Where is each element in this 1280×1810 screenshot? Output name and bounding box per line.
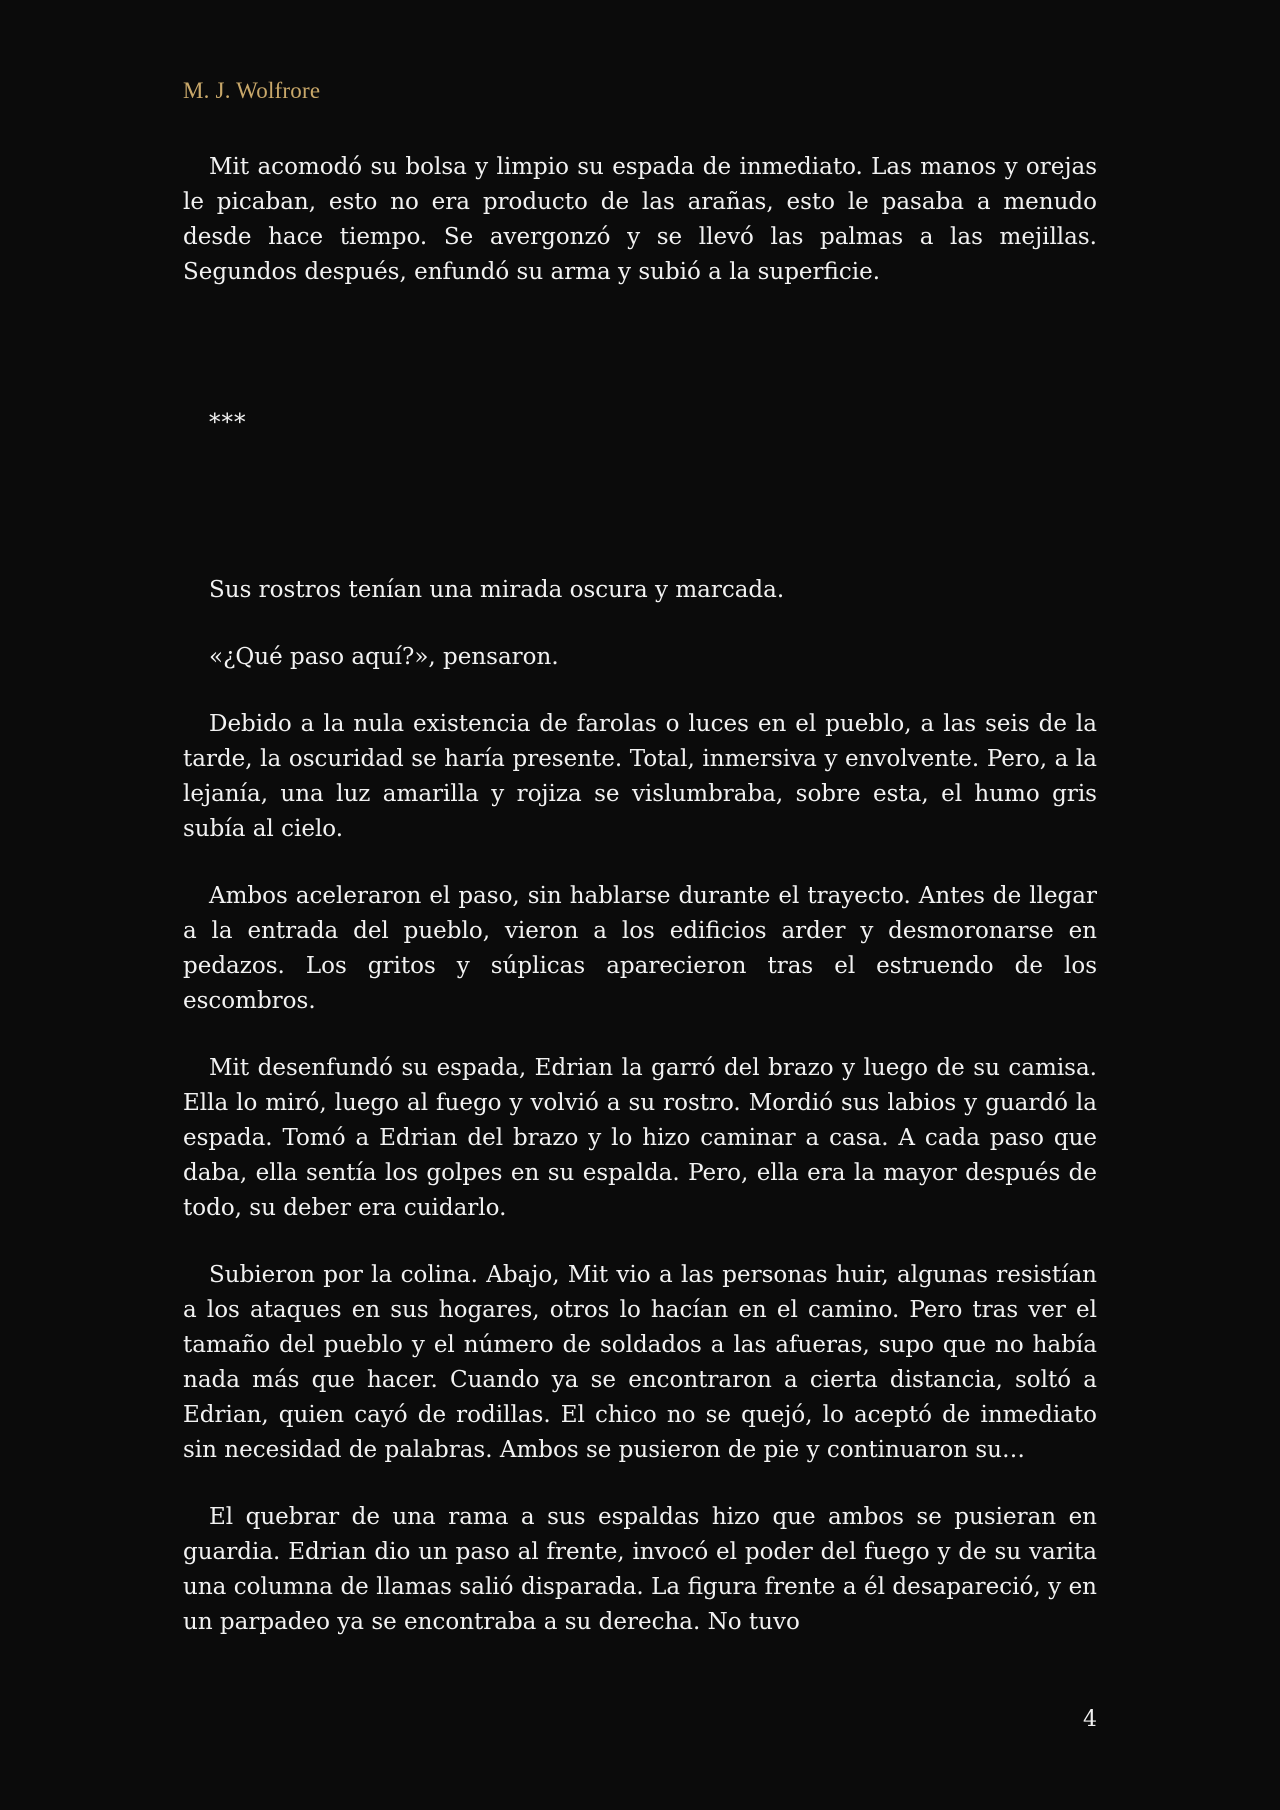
paragraph: Mit acomodó su bolsa y limpio su espada de inmediato. Las manos y orejas le picaban, esto no era producto de las arañas, esto le pasaba a menudo desde hace tiempo. Se avergonzó y se llevó las palmas a las mejillas. Segundos después, enfundó su arma y subió a la superficie. bbox=[183, 154, 1097, 285]
paragraph: El quebrar de una rama a sus espaldas hizo que ambos se pusieran en guardia. Edrian dio un paso al frente, invocó el poder del fuego y de su varita una columna de llamas salió disparada. La figura frente a él desapareció, y en un parpadeo ya se encontraba a su derecha. No tuvo bbox=[183, 1504, 1097, 1635]
paragraph: Sus rostros tenían una mirada oscura y marcada. bbox=[209, 577, 785, 603]
page-number: 4 bbox=[1083, 1707, 1097, 1732]
running-header-author: M. J. Wolfrore bbox=[183, 78, 321, 103]
paragraph: Debido a la nula existencia de farolas o luces en el pueblo, a las seis de la tarde, la oscuridad se haría presente. Total, inmersiva y envolvente. Pero, a la lejanía, una luz amarilla y rojiza se vislumbraba, sobre esta, el humo gris subía al cielo. bbox=[183, 711, 1097, 842]
paragraph: «¿Qué paso aquí?», pensaron. bbox=[209, 644, 559, 670]
book-page bbox=[183, 78, 1097, 1672]
scene-break: *** bbox=[209, 410, 247, 436]
scene-break-spacer bbox=[183, 473, 1097, 573]
paragraph: Ambos aceleraron el paso, sin hablarse durante el trayecto. Antes de llegar a la entrada del pueblo, vieron a los edificios arder y desmoronarse en pedazos. Los gritos y súplicas aparecieron tras el estruendo de los escombros. bbox=[183, 883, 1097, 1014]
paragraph: Subieron por la colina. Abajo, Mit vio a las personas huir, algunas resistían a los ataques en sus hogares, otros lo hacían en el camino. Pero tras ver el tamaño del pueblo y el número de soldados a las afueras, supo que no había nada más que hacer. Cuando ya se encontraron a cierta distancia, soltó a Edrian, quien cayó de rodillas. El chico no se quejó, lo aceptó de inmediato sin necesidad de palabras. Ambos se pusieron de pie y continuaron su… bbox=[183, 1262, 1097, 1463]
body-text bbox=[183, 150, 1097, 1640]
paragraph: Mit desenfundó su espada, Edrian la garró del brazo y luego de su camisa. Ella lo miró, luego al fuego y volvió a su rostro. Mordió sus labios y guardó la espada. Tomó a Edrian del brazo y lo hizo caminar a casa. A cada paso que daba, ella sentía los golpes en su espalda. Pero, ella era la mayor después de todo, su deber era cuidarlo. bbox=[183, 1055, 1097, 1221]
scene-break-spacer bbox=[183, 322, 1097, 406]
